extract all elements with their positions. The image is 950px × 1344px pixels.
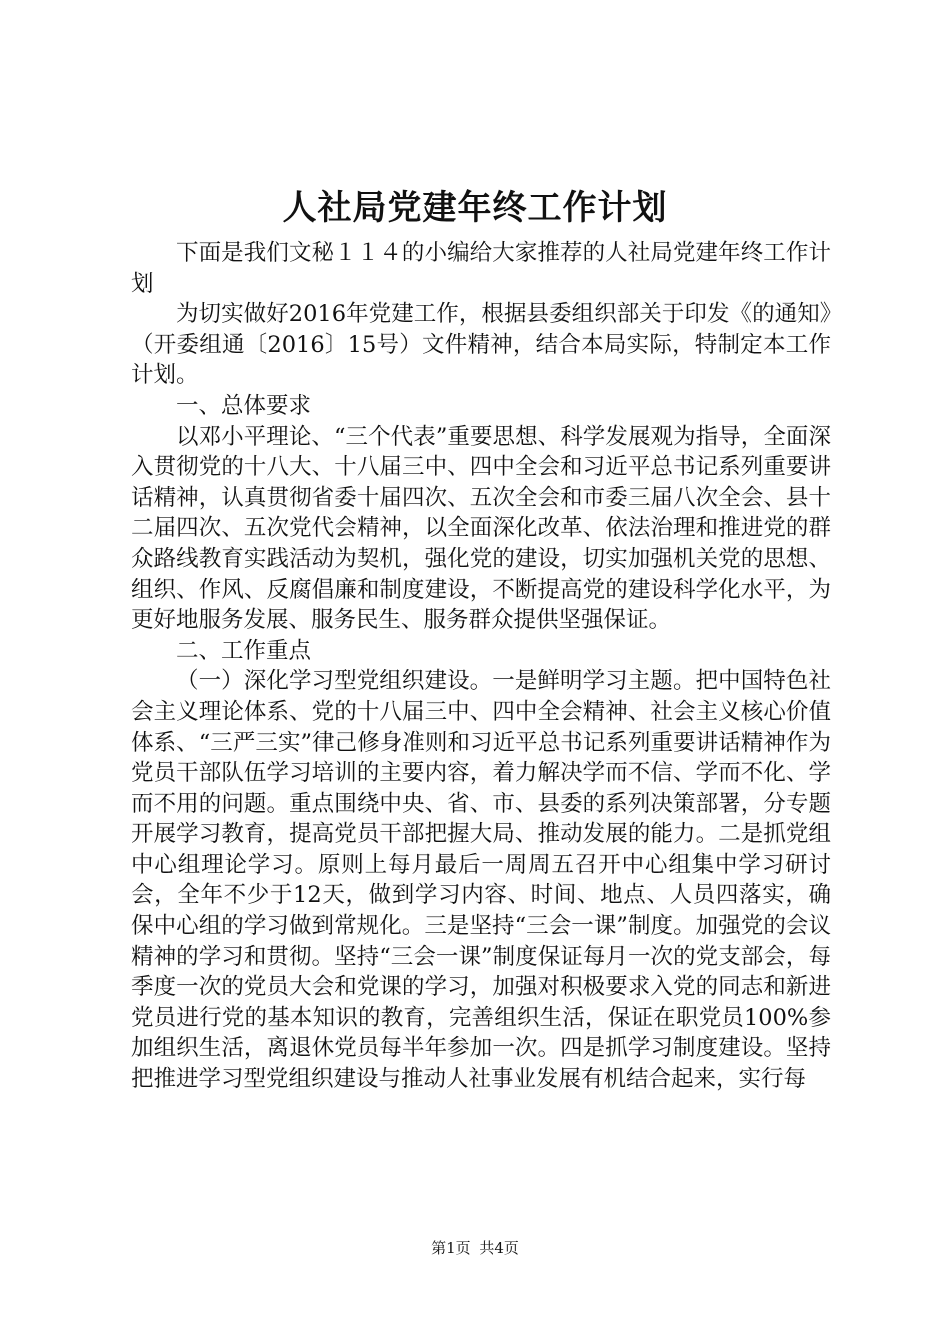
- page-number: 第1页: [431, 1239, 471, 1257]
- intro-paragraph: 下面是我们文秘１１４的小编给大家推荐的人社局党建年终工作计划: [131, 240, 831, 297]
- general-requirements-paragraph: 以邓小平理论、“三个代表”重要思想、科学发展观为指导，全面深入贯彻党的十八大、十八届三中、四中全会和习近平总书记系列重要讲话精神，认真贯彻省委十届四次、五次全会和市委三届八次全会、县十二届四次、五次党代会精神，以全面深化改革、依法治理和推进党的群众路线教育实践活动为契机，强化党的建设，切实加强机关党的思想、组织、作风、反腐倡廉和制度建设，不断提高党的建设科学化水平，为更好地服务发展、服务民生、服务群众提供坚强保证。: [131, 423, 831, 634]
- section-heading-general-requirements: 一、总体要求: [176, 392, 312, 419]
- page-footer: [0, 1238, 950, 1258]
- document-body: [131, 238, 831, 1095]
- page-total: 共4页: [479, 1239, 519, 1257]
- section-heading-work-focus: 二、工作重点: [176, 637, 312, 664]
- learning-organization-paragraph: （一）深化学习型党组织建设。一是鲜明学习主题。把中国特色社会主义理论体系、党的十八届三中、四中全会精神、社会主义核心价值体系、“三严三实”律己修身准则和习近平总书记系列重要讲话精神作为党员干部队伍学习培训的主要内容，着力解决学而不信、学而不化、学而不用的问题。重点围绕中央、省、市、县委的系列决策部署，分专题开展学习教育，提高党员干部把握大局、推动发展的能力。二是抓党组中心组理论学习。原则上每月最后一周周五召开中心组集中学习研讨会，全年不少于12天，做到学习内容、时间、地点、人员四落实，确保中心组的学习做到常规化。三是坚持“三会一课”制度。加强党的会议精神的学习和贯彻。坚持“三会一课”制度保证每月一次的党支部会，每季度一次的党员大会和党课的学习，加强对积极要求入党的同志和新进党员进行党的基本知识的教育，完善组织生活，保证在职党员100%参加组织生活，离退休党员每半年参加一次。四是抓学习制度建设。坚持把推进学习型党组织建设与推动人社事业发展有机结合起来，实行每: [131, 668, 831, 1093]
- purpose-paragraph: 为切实做好2016年党建工作，根据县委组织部关于印发《的通知》（开委组通〔2016〕15号）文件精神，结合本局实际，特制定本工作计划。: [131, 301, 831, 389]
- document-title: 人社局党建年终工作计划: [282, 188, 668, 228]
